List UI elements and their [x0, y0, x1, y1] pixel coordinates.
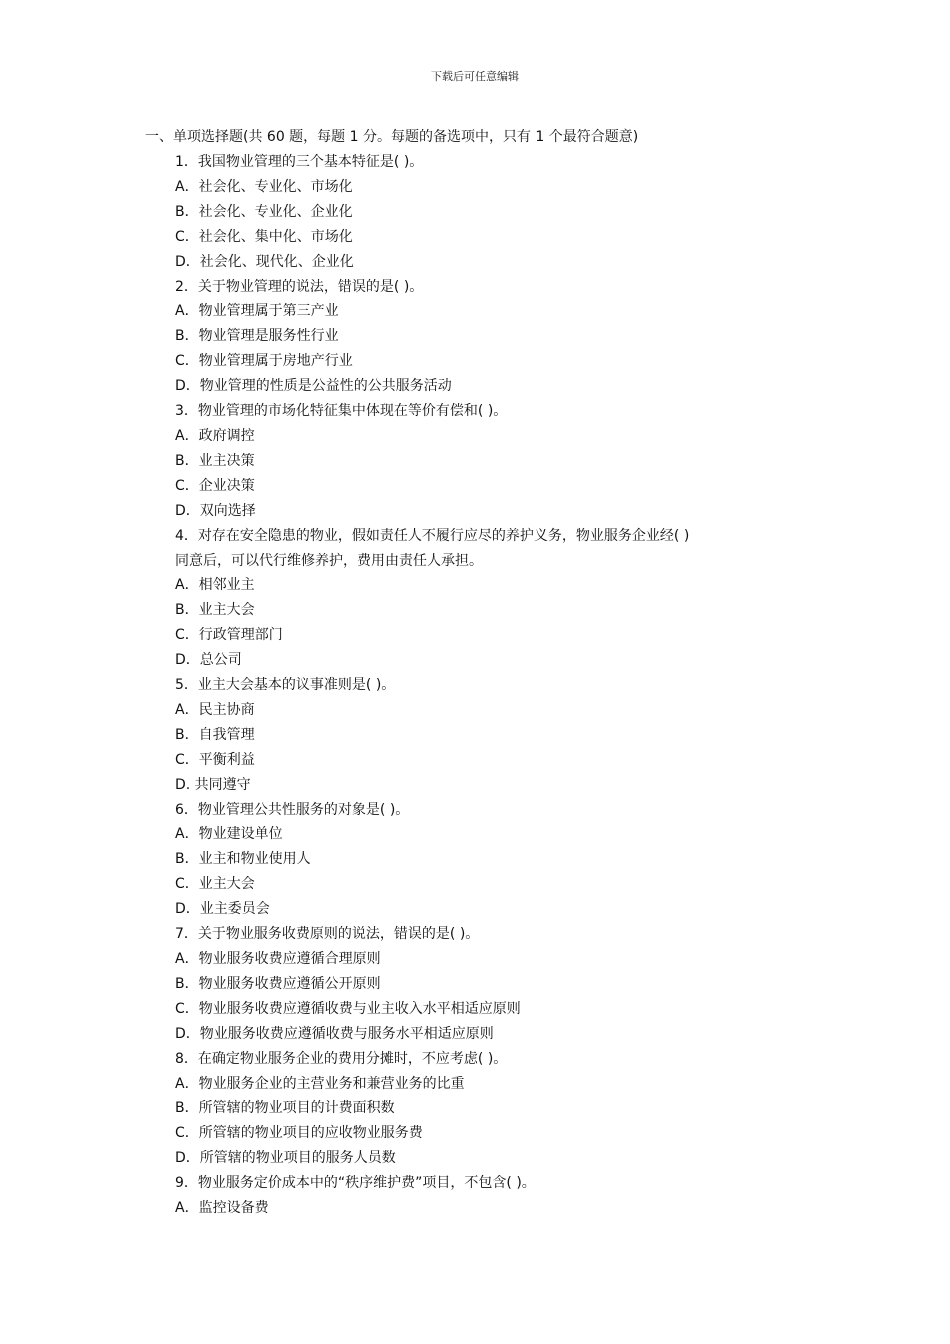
option-3b: B．业主决策 [175, 452, 255, 469]
question-4-continued: 同意后，可以代行维修养护，费用由责任人承担。 [175, 552, 483, 569]
option-5c: C．平衡利益 [175, 751, 255, 768]
option-7b: B．物业服务收费应遵循公开原则 [175, 975, 381, 992]
option-8a: A．物业服务企业的主营业务和兼营业务的比重 [175, 1075, 465, 1092]
option-3d: D．双向选择 [175, 502, 256, 519]
option-9a: A．监控设备费 [175, 1200, 269, 1217]
option-5a: A．民主协商 [175, 701, 255, 718]
question-4: 4．对存在安全隐患的物业，假如责任人不履行应尽的养护义务，物业服务企业经( ) [175, 527, 690, 544]
question-6: 6．物业管理公共性服务的对象是( )。 [175, 801, 410, 818]
option-4d: D．总公司 [175, 652, 242, 669]
option-7c: C．物业服务收费应遵循收费与业主收入水平相适应原则 [175, 1000, 521, 1017]
option-8c: C．所管辖的物业项目的应收物业服务费 [175, 1125, 423, 1142]
option-2c: C．物业管理属于房地产行业 [175, 353, 353, 370]
option-5b: B．自我管理 [175, 726, 255, 743]
option-6b: B．业主和物业使用人 [175, 851, 311, 868]
option-1b: B．社会化、专业化、企业化 [175, 203, 353, 220]
page-header: 下载后可任意编辑 [431, 70, 519, 83]
question-2: 2．关于物业管理的说法，错误的是( )。 [175, 278, 424, 295]
option-2a: A．物业管理属于第三产业 [175, 303, 339, 320]
option-8b: B．所管辖的物业项目的计费面积数 [175, 1100, 395, 1117]
option-6a: A．物业建设单位 [175, 826, 283, 843]
option-2d: D．物业管理的性质是公益性的公共服务活动 [175, 378, 452, 395]
option-2b: B．物业管理是服务性行业 [175, 328, 339, 345]
question-7: 7．关于物业服务收费原则的说法，错误的是( )。 [175, 926, 480, 943]
question-1: 1．我国物业管理的三个基本特征是( )。 [175, 154, 424, 170]
option-5d: D. 共同遵守 [175, 776, 251, 793]
question-8: 8．在确定物业服务企业的费用分摊时，不应考虑( )。 [175, 1050, 508, 1067]
option-4b: B．业主大会 [175, 602, 255, 619]
section-title: 一、单项选择题(共 60 题，每题 1 分。每题的备选项中，只有 1 个最符合题意) [145, 129, 639, 145]
option-3c: C．企业决策 [175, 477, 255, 494]
option-4c: C．行政管理部门 [175, 627, 283, 644]
question-5: 5．业主大会基本的议事准则是( )。 [175, 677, 396, 694]
option-1d: D．社会化、现代化、企业化 [175, 253, 354, 270]
option-6c: C．业主大会 [175, 876, 255, 893]
option-1a: A．社会化、专业化、市场化 [175, 178, 353, 195]
option-1c: C．社会化、集中化、市场化 [175, 228, 353, 245]
option-6d: D．业主委员会 [175, 901, 270, 918]
option-8d: D．所管辖的物业项目的服务人员数 [175, 1150, 396, 1167]
question-list [175, 152, 775, 1223]
question-3: 3．物业管理的市场化特征集中体现在等价有偿和( )。 [175, 403, 508, 420]
option-3a: A．政府调控 [175, 427, 255, 444]
option-7d: D．物业服务收费应遵循收费与服务水平相适应原则 [175, 1025, 494, 1042]
option-4a: A．相邻业主 [175, 577, 255, 594]
option-7a: A．物业服务收费应遵循合理原则 [175, 951, 381, 967]
question-9: 9．物业服务定价成本中的“秩序维护费”项目，不包含( )。 [175, 1175, 536, 1192]
